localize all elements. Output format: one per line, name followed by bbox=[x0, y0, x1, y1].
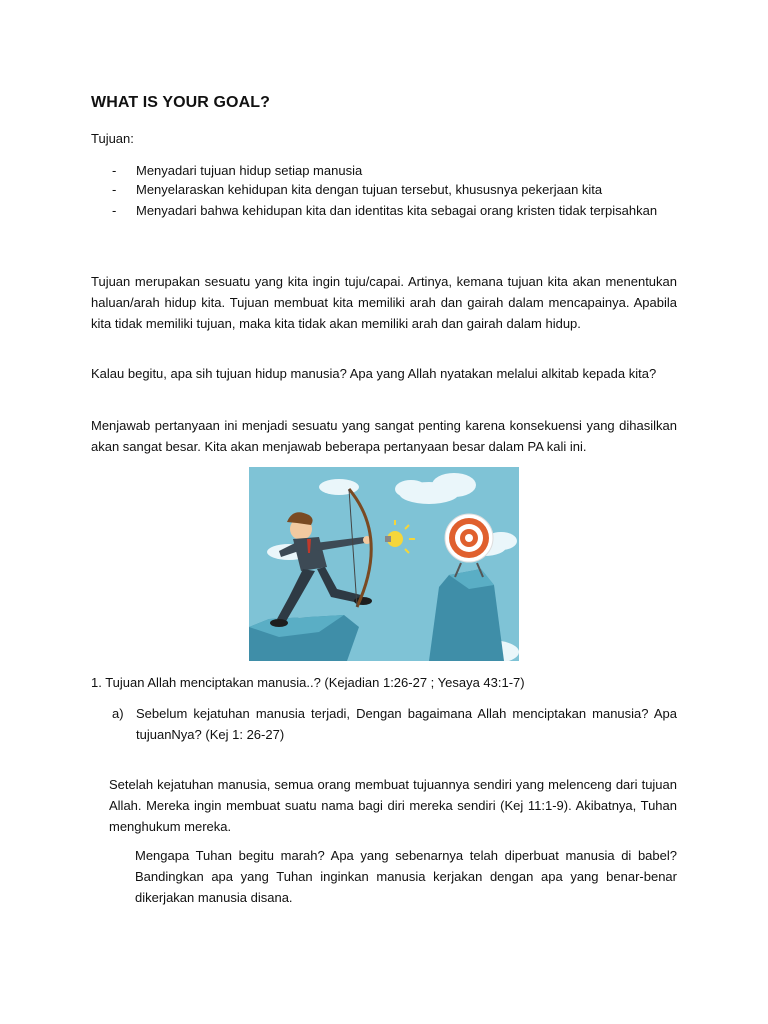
question-1: 1. Tujuan Allah menciptakan manusia..? (Kejadian 1:26-27 ; Yesaya 43:1-7) bbox=[91, 675, 525, 690]
list-item: Menyelaraskan kehidupan kita dengan tujuan tersebut, khususnya pekerjaan kita bbox=[136, 182, 603, 197]
list-item: Menyadari bahwa kehidupan kita dan identitas kita sebagai orang kristen tidak terpisahkan bbox=[136, 203, 658, 218]
archer-target-image bbox=[249, 467, 519, 661]
paragraph: Kalau begitu, apa sih tujuan hidup manusia? Apa yang Allah nyatakan melalui alkitab kepada kita? bbox=[91, 366, 657, 381]
paragraph: Setelah kejatuhan manusia, semua orang membuat tujuannya sendiri yang melenceng dari tujuan Allah. Mereka ingin membuat suatu nama bagi diri mereka sendiri (Kej 11:1-9). Akibatnya, Tuhan menghukum mereka. bbox=[109, 777, 677, 834]
archer-illustration bbox=[249, 467, 519, 661]
paragraph: Mengapa Tuhan begitu marah? Apa yang sebenarnya telah diperbuat manusia di babel? Bandingkan apa yang Tuhan inginkan manusia kerjakan dengan apa yang benar-benar dikerjakan manusia disana. bbox=[135, 848, 677, 905]
bullet-marker: - bbox=[112, 203, 117, 218]
page-title: WHAT IS YOUR GOAL? bbox=[91, 94, 270, 111]
bullet-marker: - bbox=[112, 163, 117, 178]
paragraph: Menjawab pertanyaan ini menjadi sesuatu yang sangat penting karena konsekuensi yang dihasilkan akan sangat besar. Kita akan menjawab beberapa pertanyaan besar dalam PA kali ini. bbox=[91, 418, 677, 454]
paragraph: Tujuan merupakan sesuatu yang kita ingin tuju/capai. Artinya, kemana tujuan kita akan menentukan haluan/arah hidup kita. Tujuan membuat kita memiliki arah dan gairah dalam mencapainya. Apabila kita tidak memiliki tujuan, maka kita tidak akan memiliki arah dan gairah dalam hidup. bbox=[91, 274, 677, 331]
bullet-marker: - bbox=[112, 182, 117, 197]
list-item: Menyadari tujuan hidup setiap manusia bbox=[136, 163, 363, 178]
question-1a: Sebelum kejatuhan manusia terjadi, Dengan bagaimana Allah menciptakan manusia? Apa tujuanNya? (Kej 1: 26-27) bbox=[136, 706, 677, 742]
list-marker: a) bbox=[112, 706, 124, 721]
tujuan-label: Tujuan: bbox=[91, 131, 134, 146]
